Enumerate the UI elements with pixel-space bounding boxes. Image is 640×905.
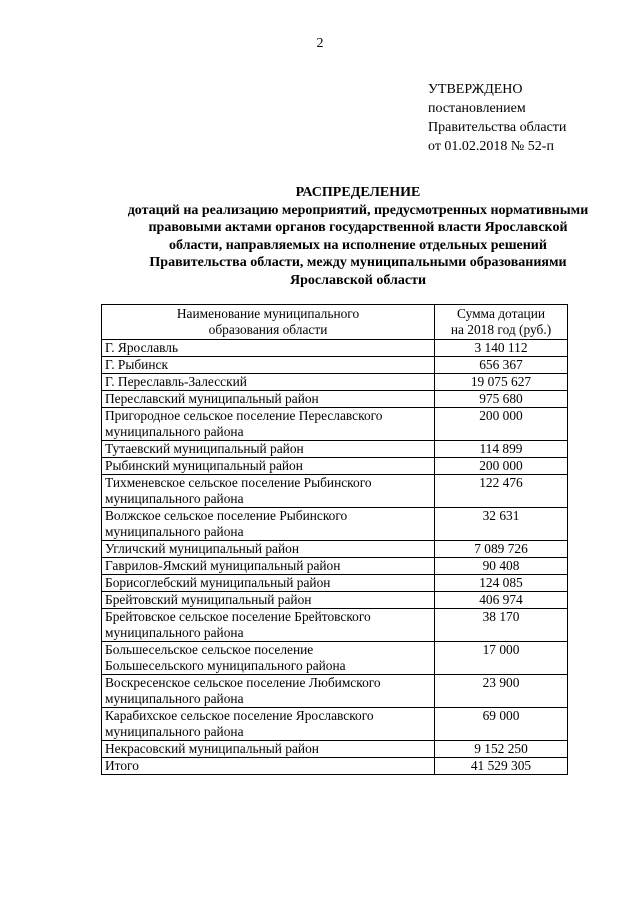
municipality-name: Некрасовский муниципальный район [105,741,319,756]
municipality-name-cell [102,408,435,441]
municipality-name: Брейтовский муниципальный район [105,592,312,607]
subsidy-sum-cell: 41 529 305 [435,758,568,775]
municipality-name: Борисоглебский муниципальный район [105,575,331,590]
document-title [88,184,628,290]
municipality-name: Угличский муниципальный район [105,541,300,556]
municipality-name: Тихменевское сельское поселение Рыбинского [105,475,372,490]
page-number: 2 [316,36,324,51]
header-sum-line: Сумма дотации [456,306,546,321]
title-line: Правительства области, между муниципальными образованиями [149,255,567,271]
subsidy-sum-cell: 38 170 [435,609,568,642]
table-row [102,741,568,758]
subsidy-sum-cell: 975 680 [435,391,568,408]
table-row [102,374,568,391]
municipality-name: Г. Переславль-Залесский [105,374,247,389]
municipality-name-cont: муниципального района [105,724,244,739]
subsidy-sum-cell: 200 000 [435,458,568,475]
header-sum-line: на 2018 год (руб.) [450,322,552,337]
municipality-name-cell [102,758,435,775]
table-row [102,558,568,575]
municipality-name-cell [102,592,435,609]
municipality-name: Г. Ярославль [105,340,179,355]
subsidy-sum-cell: 656 367 [435,357,568,374]
header-sum-cell [435,305,568,340]
subsidy-sum-cell: 23 900 [435,675,568,708]
table-row [102,642,568,675]
table-row [102,508,568,541]
municipality-name: Рыбинский муниципальный район [105,458,303,473]
municipality-name-cont: муниципального района [105,691,244,706]
header-name-cell [102,305,435,340]
table-row [102,541,568,558]
table-row [102,357,568,374]
subsidy-sum-cell: 19 075 627 [435,374,568,391]
municipality-name-cell [102,558,435,575]
subsidy-sum-cell: 406 974 [435,592,568,609]
municipality-name-cell [102,741,435,758]
municipality-name-cell [102,708,435,741]
municipality-name-cell [102,374,435,391]
municipality-name-cell [102,675,435,708]
municipality-name-cell [102,458,435,475]
header-name-line: образования области [208,322,328,337]
approval-date: от 01.02.2018 № 52-п [428,139,554,154]
table-row [102,408,568,441]
municipality-name: Г. Рыбинск [105,357,168,372]
table-row [102,391,568,408]
distribution-table [101,304,568,775]
title-line: области, направляемых на исполнение отдельных решений [169,237,547,253]
subsidy-sum-cell: 7 089 726 [435,541,568,558]
title-line: дотаций на реализацию мероприятий, предусмотренных нормативными [127,202,589,218]
municipality-name-cont: муниципального района [105,625,244,640]
subsidy-sum-cell: 32 631 [435,508,568,541]
table-row [102,441,568,458]
municipality-name: Пригородное сельское поселение Переславского [105,408,383,423]
table-row [102,609,568,642]
table-row [102,340,568,357]
table-row [102,475,568,508]
municipality-name-cell [102,441,435,458]
title-heading: РАСПРЕДЕЛЕНИЕ [295,185,421,200]
municipality-name-cont: Большесельского муниципального района [105,658,346,673]
subsidy-sum-cell: 114 899 [435,441,568,458]
municipality-name: Большесельское сельское поселение [105,642,314,657]
title-line: Ярославской области [289,272,427,288]
municipality-name: Брейтовское сельское поселение Брейтовского [105,609,371,624]
municipality-name: Переславский муниципальный район [105,391,319,406]
municipality-name-cont: муниципального района [105,424,244,439]
approval-line: Правительства области [428,120,567,135]
municipality-name-cell [102,541,435,558]
subsidy-sum-cell: 9 152 250 [435,741,568,758]
municipality-name: Карабихское сельское поселение Ярославского [105,708,374,723]
subsidy-sum-cell: 3 140 112 [435,340,568,357]
table-header-row [102,305,568,340]
municipality-name: Гаврилов-Ямский муниципальный район [105,558,341,573]
municipality-name: Волжское сельское поселение Рыбинского [105,508,348,523]
municipality-name-cell [102,609,435,642]
municipality-name-cell [102,508,435,541]
subsidy-sum-cell: 124 085 [435,575,568,592]
title-line: правовыми актами органов государственной власти Ярославской [148,220,568,236]
municipality-name-cell [102,357,435,374]
table-row [102,758,568,775]
municipality-name-cell [102,575,435,592]
municipality-name: Тутаевский муниципальный район [105,441,304,456]
table-row [102,675,568,708]
municipality-name-cont: муниципального района [105,524,244,539]
header-name-line: Наименование муниципального [176,306,360,321]
table-row [102,592,568,609]
table-row [102,708,568,741]
municipality-name-cell [102,475,435,508]
table-row [102,458,568,475]
municipality-name-cell [102,391,435,408]
subsidy-sum-cell: 200 000 [435,408,568,441]
subsidy-sum-cell: 69 000 [435,708,568,741]
subsidy-sum-cell: 90 408 [435,558,568,575]
approval-heading: УТВЕРЖДЕНО [428,82,523,97]
approval-block [428,80,566,156]
table-row [102,575,568,592]
subsidy-sum-cell: 17 000 [435,642,568,675]
subsidy-sum-cell: 122 476 [435,475,568,508]
municipality-name-cell [102,340,435,357]
municipality-name-cont: муниципального района [105,491,244,506]
municipality-name-cell [102,642,435,675]
municipality-name: Воскресенское сельское поселение Любимского [105,675,381,690]
municipality-name: Итого [105,758,139,773]
approval-line: постановлением [428,101,526,116]
